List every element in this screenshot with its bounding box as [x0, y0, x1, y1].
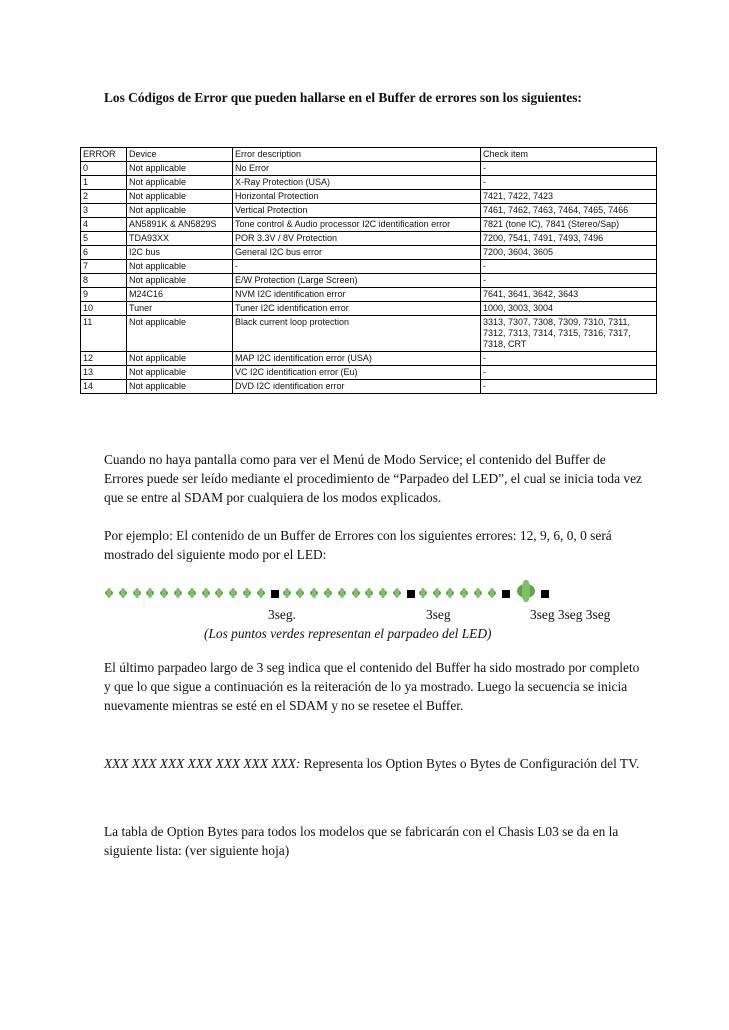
table-row	[81, 162, 657, 176]
paragraph-option-bytes	[104, 754, 644, 773]
table-row	[81, 232, 657, 246]
cell-check-item: 1000, 3003, 3004	[481, 302, 657, 316]
led-blink-dot	[242, 588, 252, 598]
table-row	[81, 204, 657, 218]
cell-device: Not applicable	[127, 162, 233, 176]
led-blink-dot	[187, 588, 197, 598]
cell-error-code: 4	[81, 218, 127, 232]
cell-device: Not applicable	[127, 260, 233, 274]
cell-error-code: 5	[81, 232, 127, 246]
cell-check-item: -	[481, 274, 657, 288]
cell-description: NVM I2C identification error	[233, 288, 481, 302]
cell-device: Not applicable	[127, 176, 233, 190]
cell-description: Horizontal Protection	[233, 190, 481, 204]
page-heading: Los Códigos de Error que pueden hallarse en el Buffer de errores son los siguientes:	[104, 90, 582, 105]
led-blink-dot	[418, 588, 428, 598]
cell-check-item: 7821 (tone IC), 7841 (Stereo/Sap)	[481, 218, 657, 232]
cell-error-code: 12	[81, 352, 127, 366]
cell-check-item: -	[481, 162, 657, 176]
led-blink-dot	[282, 588, 292, 598]
led-pause-marker	[407, 590, 415, 598]
cell-device: AN5891K & AN5829S	[127, 218, 233, 232]
led-blink-dot	[118, 588, 128, 598]
table-row	[81, 246, 657, 260]
option-bytes-placeholder: XXX XXX XXX XXX XXX XXX XXX:	[104, 756, 301, 771]
cell-check-item: 7421, 7422, 7423	[481, 190, 657, 204]
column-header-device: Device	[127, 148, 233, 162]
cell-error-code: 11	[81, 316, 127, 352]
led-blink-dot	[159, 588, 169, 598]
cell-description: POR 3.3V / 8V Protection	[233, 232, 481, 246]
cell-device: Not applicable	[127, 274, 233, 288]
cell-error-code: 13	[81, 366, 127, 380]
cell-device: Not applicable	[127, 190, 233, 204]
column-header-error: ERROR	[81, 148, 127, 162]
cell-error-code: 10	[81, 302, 127, 316]
cell-description: DVD I2C identification error	[233, 380, 481, 394]
cell-device: Not applicable	[127, 380, 233, 394]
led-label-pause-2: 3seg	[426, 607, 451, 622]
cell-error-code: 2	[81, 190, 127, 204]
cell-error-code: 0	[81, 162, 127, 176]
cell-device: Not applicable	[127, 352, 233, 366]
cell-description: Vertical Protection	[233, 204, 481, 218]
table-row	[81, 380, 657, 394]
led-label-pause-1: 3seg.	[268, 607, 296, 622]
led-blink-dot	[309, 588, 319, 598]
led-blink-dot	[228, 588, 238, 598]
cell-device: Tuner	[127, 302, 233, 316]
cell-check-item: 7200, 7541, 7491, 7493, 7496	[481, 232, 657, 246]
cell-description: MAP I2C identification error (USA)	[233, 352, 481, 366]
led-pause-marker	[541, 590, 549, 598]
cell-check-item: -	[481, 260, 657, 274]
led-blink-dot	[392, 588, 402, 598]
cell-error-code: 9	[81, 288, 127, 302]
cell-error-code: 6	[81, 246, 127, 260]
led-pause-marker	[271, 590, 279, 598]
led-blink-sequence	[104, 580, 624, 604]
table-row	[81, 274, 657, 288]
table-header-row	[81, 148, 657, 162]
paragraph-end-of-buffer: El último parpadeo largo de 3 seg indica que el contenido del Buffer ha sido mostrado por completo y que lo que sigue a continuación es la reiteración de lo ya mostrado. Luego la secuencia se inicia nuevamente mientras se esté en el SDAM y no se resetee el Buffer.	[104, 660, 640, 713]
paragraph-option-bytes-list: La tabla de Option Bytes para todos los modelos que se fabricarán con el Chasis L03 se da en la siguiente lista: (ver siguiente hoja)	[104, 824, 619, 858]
led-caption: (Los puntos verdes representan el parpadeo del LED)	[204, 626, 492, 641]
cell-description: Tuner I2C identification error	[233, 302, 481, 316]
led-pause-marker	[502, 590, 510, 598]
led-blink-dot	[459, 588, 469, 598]
cell-check-item: -	[481, 380, 657, 394]
column-header-description: Error description	[233, 148, 481, 162]
led-blink-dot	[104, 588, 114, 598]
cell-check-item: 7200, 3604, 3605	[481, 246, 657, 260]
cell-description: E/W Protection (Large Screen)	[233, 274, 481, 288]
cell-device: TDA93XX	[127, 232, 233, 246]
error-codes-table	[80, 147, 657, 394]
table-row	[81, 190, 657, 204]
cell-error-code: 1	[81, 176, 127, 190]
led-blink-dot	[351, 588, 361, 598]
cell-device: M24C16	[127, 288, 233, 302]
cell-description: X-Ray Protection (USA)	[233, 176, 481, 190]
table-row	[81, 302, 657, 316]
paragraph-example: Por ejemplo: El contenido de un Buffer de Errores con los siguientes errores: 12, 9, 6, 0, 0 será mostrado del siguiente modo por el LED:	[104, 528, 612, 562]
led-blink-dot	[337, 588, 347, 598]
column-header-check-item: Check item	[481, 148, 657, 162]
table-row	[81, 260, 657, 274]
led-blink-dot	[201, 588, 211, 598]
led-blink-dot	[378, 588, 388, 598]
cell-device: I2C bus	[127, 246, 233, 260]
cell-error-code: 14	[81, 380, 127, 394]
table-row	[81, 352, 657, 366]
cell-description: No Error	[233, 162, 481, 176]
cell-check-item: 3313, 7307, 7308, 7309, 7310, 7311, 7312, 7313, 7314, 7315, 7316, 7317, 7318, CRT	[481, 316, 657, 352]
cell-description: -	[233, 260, 481, 274]
cell-device: Not applicable	[127, 366, 233, 380]
table-row	[81, 288, 657, 302]
paragraph-led-blink-intro: Cuando no haya pantalla como para ver el Menú de Modo Service; el contenido del Buffer de Errores puede ser leído mediante el procedimiento de “Parpadeo del LED”, el cual se inicia toda vez que se entre al SDAM por cualquiera de los modos explicados.	[104, 452, 642, 505]
cell-check-item: 7461, 7462, 7463, 7464, 7465, 7466	[481, 204, 657, 218]
led-blink-dot	[173, 588, 183, 598]
led-blink-dot	[145, 588, 155, 598]
led-blink-dot	[132, 588, 142, 598]
option-bytes-description: Representa los Option Bytes o Bytes de Configuración del TV.	[300, 756, 640, 771]
led-blink-dot	[445, 588, 455, 598]
cell-check-item: -	[481, 366, 657, 380]
cell-error-code: 8	[81, 274, 127, 288]
cell-device: Not applicable	[127, 316, 233, 352]
led-blink-dot	[295, 588, 305, 598]
led-blink-dot	[256, 588, 266, 598]
cell-check-item: 7641, 3641, 3642, 3643	[481, 288, 657, 302]
led-blink-dot	[323, 588, 333, 598]
led-blink-dot	[515, 580, 537, 602]
cell-description: VC I2C identification error (Eu)	[233, 366, 481, 380]
led-blink-dot	[214, 588, 224, 598]
led-blink-dot	[487, 588, 497, 598]
led-blink-dot	[364, 588, 374, 598]
cell-error-code: 7	[81, 260, 127, 274]
cell-description: General I2C bus error	[233, 246, 481, 260]
led-label-pause-3: 3seg 3seg 3seg	[530, 607, 611, 622]
table-row	[81, 316, 657, 352]
cell-check-item: -	[481, 352, 657, 366]
led-blink-dot	[432, 588, 442, 598]
table-row	[81, 218, 657, 232]
cell-check-item: -	[481, 176, 657, 190]
cell-error-code: 3	[81, 204, 127, 218]
cell-device: Not applicable	[127, 204, 233, 218]
led-blink-dot	[473, 588, 483, 598]
table-row	[81, 366, 657, 380]
table-row	[81, 176, 657, 190]
cell-description: Tone control & Audio processor I2C identification error	[233, 218, 481, 232]
cell-description: Black current loop protection	[233, 316, 481, 352]
